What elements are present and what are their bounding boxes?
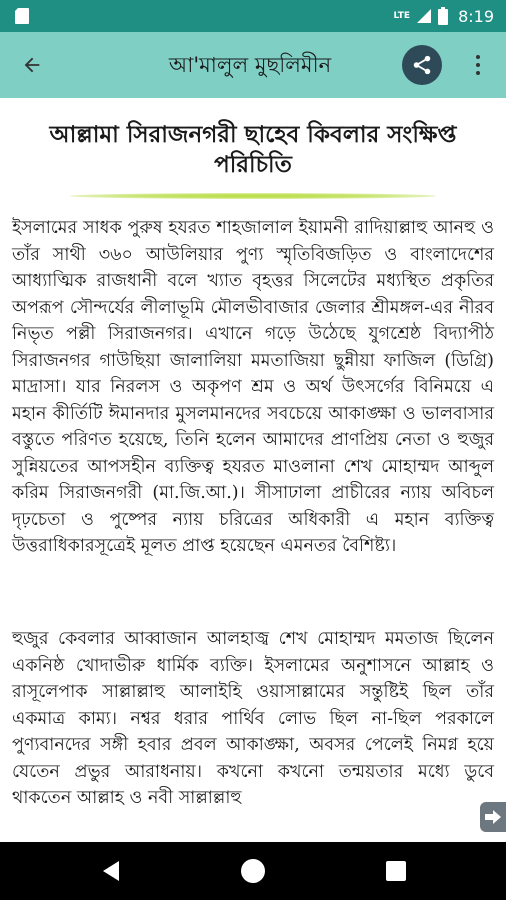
status-bar [0,0,506,32]
nav-recents-icon[interactable] [386,861,406,881]
network-type: LTE [393,11,411,21]
article-content[interactable] [0,98,506,842]
nav-home-icon[interactable] [241,859,265,883]
article-paragraph: ইসলামের সাধক পুরুষ হযরত শাহজালাল ইয়ামনী রাদিয়াল্লাহু আনহু ও তাঁর সাথী ৩৬০ আউলিয়ার পুণ্য স্মৃতিবিজড়িত ও বাংলাদেশের আধ্যাত্মিক রাজধানী বলে খ্যাত বৃহত্তর সিলেটের মধ্যস্থিত প্রকৃতির অপরূপ সৌন্দর্যের লীলাভূমি মৌলভীবাজার জেলার শ্রীমঙ্গল-এর নীরব নিভৃত পল্লী সিরাজনগর। এখানে গড়ে উঠেছে যুগশ্রেষ্ঠ বিদ্যাপীঠ সিরাজনগর গাউছিয়া জালালিয়া মমতাজিয়া ছুন্নীয়া ফাজিল (ডিগ্রি) মাদ্রাসা। যার নিরলস ও অকৃপণ শ্রম ও অর্থ উৎসর্গের বিনিময়ে এ মহান কীর্তিটি ঈমানদার মুসলমানদের সবচেয়ে আকাঙ্ক্ষা ও ভালবাসার বস্তুতে পরিণত হয়েছে, তিনি হলেন আমাদের প্রাণপ্রিয় নেতা ও হুজুর সুন্নিয়তের আপসহীন ব্যক্তিত্ব হযরত মাওলানা শেখ মোহাম্মদ আব্দুল করিম সিরাজনগরী (মা.জি.আ.)। সীসাঢালা প্রাচীরের ন্যায় অবিচল দৃঢ়চেতা ও পুষ্পের ন্যায় চরিত্রের অধিকারী এ মহান ব্যক্তিত্ব উত্তরাধিকারসূত্রেই মূলত প্রাপ্ত হয়েছেন এমনতর বৈশিষ্ট্য। [12,218,494,556]
signal-icon [416,8,432,24]
more-vert-dot [476,63,480,67]
next-page-icon [485,810,501,824]
heading-divider [70,193,436,199]
app-title: আ'মালুল মুছলিমীন [168,53,332,77]
more-vert-dot [476,71,480,75]
sd-card-icon [14,7,30,25]
app-bar [0,32,506,98]
share-button[interactable] [402,45,442,85]
clock: 8:19 [458,6,494,26]
more-vert-icon [476,55,480,59]
status-indicators [394,0,494,32]
next-page-button[interactable] [480,802,506,832]
arrow-back-icon [21,54,43,76]
back-button[interactable] [16,49,48,81]
article-heading: আল্লামা সিরাজনগরী ছাহেব কিবলার সংক্ষিপ্ত পরিচিতি [49,121,457,178]
more-options-button[interactable] [466,49,490,81]
article-paragraph: হুজুর কেবলার আব্বাজান আলহাজ্ব শেখ মোহাম্মদ মমতাজ ছিলেন একনিষ্ঠ খোদাভীরু ধার্মিক ব্যক্তি। ইসলামের অনুশাসনে আল্লাহ ও রাসূলেপাক সাল্লাল্লাহু আলাইহি ওয়াসাল্লামের সন্তুষ্টিই ছিল তাঁর একমাত্র কাম্য। নশ্বর ধরার পার্থিব লোভ ছিল না-ছিল পরকালে পুণ্যবানদের সঙ্গী হবার প্রবল আকাঙ্ক্ষা, অবসর পেলেই নিমগ্ন হয়ে যেতেন প্রভুর আরাধনায়। কখনো কখনো তন্ময়তার মধ্যে ডুবে থাকতেন আল্লাহ ও নবী সাল্লাল্লাহু [12,629,494,808]
nav-back-icon[interactable] [99,859,123,883]
system-nav-bar [0,842,506,900]
share-icon [411,54,433,76]
battery-icon [438,7,448,25]
